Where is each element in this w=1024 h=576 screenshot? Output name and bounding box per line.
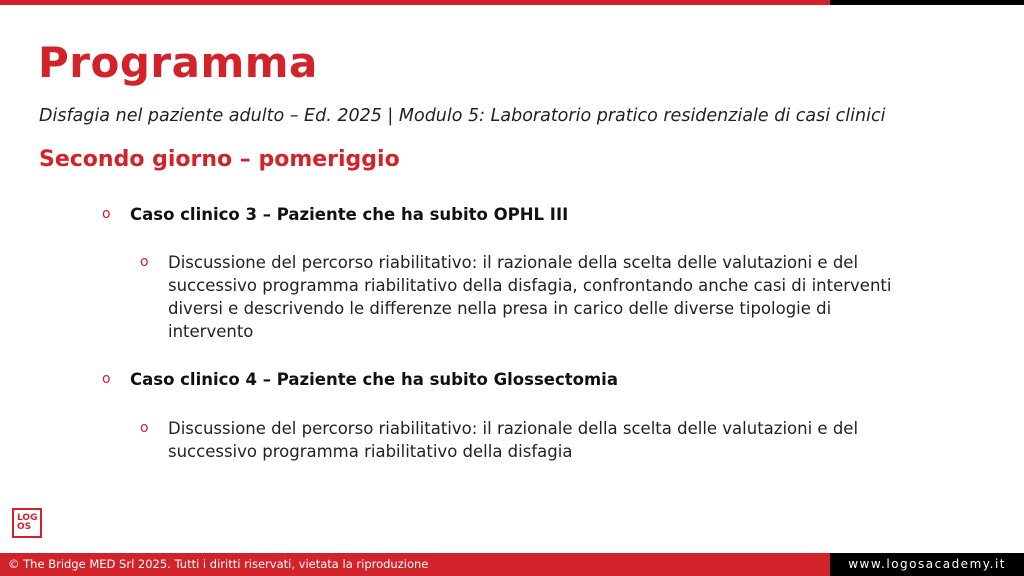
list-item-detail <box>140 417 860 463</box>
list-item-case-3 <box>102 203 902 226</box>
top-dark-bar <box>830 0 1024 5</box>
bullet-icon: o <box>140 420 149 436</box>
case-detail: Discussione del percorso riabilitativo: il razionale della scelta delle valutazioni e del successivo programma riabilitativo della disfagia <box>168 419 859 461</box>
top-accent-bar <box>0 0 830 5</box>
page-title: Programma <box>38 38 318 87</box>
case-heading: Caso clinico 3 – Paziente che ha subito OPHL III <box>130 205 569 224</box>
footer-copyright: © The Bridge MED Srl 2025. Tutti i diritti riservati, vietata la riproduzione <box>0 553 830 576</box>
list-item-case-4 <box>102 368 902 391</box>
footer-website[interactable]: www.logosacademy.it <box>830 553 1024 576</box>
case-heading: Caso clinico 4 – Paziente che ha subito Glossectomia <box>130 370 618 389</box>
case-detail: Discussione del percorso riabilitativo: il razionale della scelta delle valutazioni e del successivo programma riabilitativo della disfagia, confrontando anche casi di interventi diversi e descrivendo le differenze nella presa in carico delle diverse tipologie di intervento <box>168 253 892 341</box>
course-subtitle: Disfagia nel paziente adulto – Ed. 2025 | Modulo 5: Laboratorio pratico residenziale di casi clinici <box>39 106 886 126</box>
section-heading: Secondo giorno – pomeriggio <box>39 147 400 172</box>
logos-logo: LOG OS <box>12 508 42 538</box>
list-item-detail <box>140 251 900 343</box>
bullet-icon: o <box>102 371 111 387</box>
bullet-icon: o <box>102 206 111 222</box>
bullet-icon: o <box>140 254 149 270</box>
